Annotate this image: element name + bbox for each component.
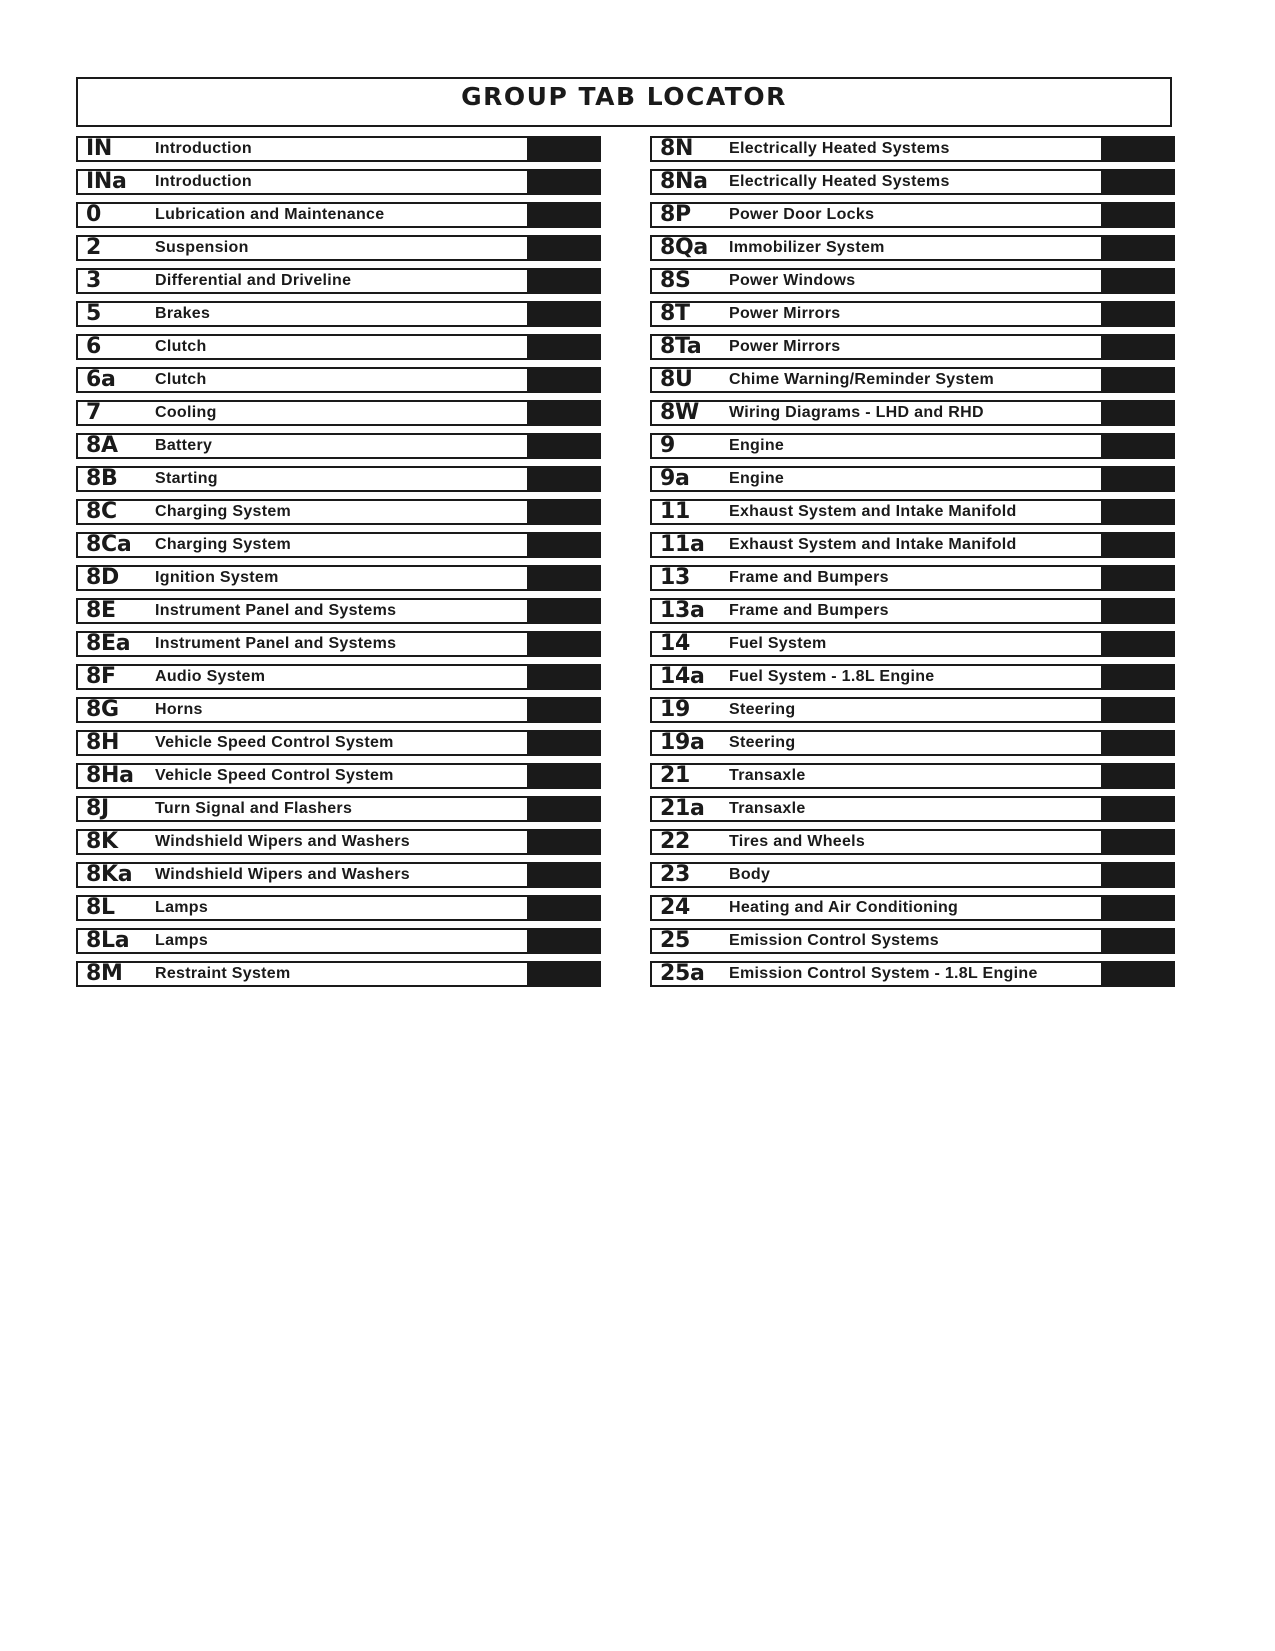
group-label: Suspension [155, 239, 249, 256]
group-code: 13 [660, 565, 691, 590]
group-label: Starting [155, 470, 218, 487]
black-tab-marker [1101, 202, 1175, 228]
group-label: Transaxle [729, 767, 806, 784]
group-code: 8L [86, 895, 115, 920]
group-code: 14 [660, 631, 691, 656]
group-code: 8F [86, 664, 116, 689]
group-tab-row[interactable] [76, 202, 601, 228]
group-tab-row[interactable] [76, 631, 601, 657]
group-code: 25a [660, 961, 705, 986]
group-tab-row[interactable] [76, 598, 601, 624]
group-code: 9a [660, 466, 690, 491]
black-tab-marker [1101, 334, 1175, 360]
group-tab-row[interactable] [76, 763, 601, 789]
group-label: Frame and Bumpers [729, 569, 889, 586]
group-tab-row[interactable] [650, 466, 1175, 492]
black-tab-marker [527, 268, 601, 294]
group-tab-row[interactable] [76, 334, 601, 360]
black-tab-marker [1101, 268, 1175, 294]
group-code: 8M [86, 961, 123, 986]
black-tab-marker [527, 499, 601, 525]
group-tab-row[interactable] [76, 796, 601, 822]
group-tab-row[interactable] [76, 895, 601, 921]
group-code: 3 [86, 268, 102, 293]
black-tab-marker [527, 367, 601, 393]
black-tab-marker [527, 466, 601, 492]
group-tab-row[interactable] [76, 268, 601, 294]
group-tab-row[interactable] [76, 961, 601, 987]
group-code: IN [86, 136, 112, 161]
black-tab-marker [1101, 730, 1175, 756]
group-tab-row[interactable] [76, 433, 601, 459]
title-box [76, 77, 1172, 127]
group-tab-row[interactable] [76, 928, 601, 954]
group-tab-row[interactable] [76, 532, 601, 558]
group-label: Lubrication and Maintenance [155, 206, 385, 223]
group-tab-row[interactable] [650, 862, 1175, 888]
group-tab-row[interactable] [76, 829, 601, 855]
group-tab-row[interactable] [650, 268, 1175, 294]
group-label: Differential and Driveline [155, 272, 352, 289]
group-label: Introduction [155, 140, 252, 157]
black-tab-marker [1101, 598, 1175, 624]
black-tab-marker [527, 862, 601, 888]
group-tab-row[interactable] [650, 730, 1175, 756]
black-tab-marker [1101, 763, 1175, 789]
group-label: Audio System [155, 668, 266, 685]
black-tab-marker [1101, 235, 1175, 261]
group-tab-row[interactable] [76, 136, 601, 162]
group-tab-row[interactable] [650, 664, 1175, 690]
black-tab-marker [527, 697, 601, 723]
group-code: 19a [660, 730, 705, 755]
group-code: 8K [86, 829, 118, 854]
group-code: 8Ka [86, 862, 133, 887]
group-label: Charging System [155, 503, 292, 520]
group-code: 8Ca [86, 532, 132, 557]
black-tab-marker [1101, 367, 1175, 393]
group-tab-row[interactable] [650, 598, 1175, 624]
group-label: Power Windows [729, 272, 856, 289]
group-code: 23 [660, 862, 691, 887]
group-label: Instrument Panel and Systems [155, 635, 397, 652]
black-tab-marker [1101, 796, 1175, 822]
group-label: Introduction [155, 173, 252, 190]
black-tab-marker [527, 565, 601, 591]
black-tab-marker [527, 631, 601, 657]
group-tab-row[interactable] [76, 730, 601, 756]
group-tab-row[interactable] [76, 664, 601, 690]
group-tab-row[interactable] [650, 961, 1175, 987]
group-code: 8G [86, 697, 119, 722]
group-label: Power Mirrors [729, 338, 841, 355]
group-code: 6 [86, 334, 102, 359]
black-tab-marker [527, 169, 601, 195]
group-code: 9 [660, 433, 676, 458]
group-tab-row[interactable] [76, 400, 601, 426]
black-tab-marker [1101, 829, 1175, 855]
group-code: 7 [86, 400, 102, 425]
group-code: 8C [86, 499, 117, 524]
group-code: 8Ha [86, 763, 134, 788]
group-tab-row[interactable] [650, 565, 1175, 591]
black-tab-marker [527, 763, 601, 789]
group-label: Vehicle Speed Control System [155, 767, 394, 784]
group-code: 8B [86, 466, 118, 491]
group-label: Clutch [155, 371, 207, 388]
group-tab-row[interactable] [650, 796, 1175, 822]
group-label: Turn Signal and Flashers [155, 800, 353, 817]
group-code: 21a [660, 796, 705, 821]
group-code: 8Ea [86, 631, 131, 656]
black-tab-marker [527, 928, 601, 954]
group-label: Wiring Diagrams - LHD and RHD [729, 404, 984, 421]
group-label: Exhaust System and Intake Manifold [729, 536, 1017, 553]
group-code: 11 [660, 499, 691, 524]
group-code: 8Ta [660, 334, 702, 359]
left-column [76, 136, 601, 994]
black-tab-marker [1101, 631, 1175, 657]
group-label: Charging System [155, 536, 292, 553]
group-code: 8La [86, 928, 130, 953]
group-label: Ignition System [155, 569, 279, 586]
group-label: Electrically Heated Systems [729, 173, 950, 190]
group-tab-row[interactable] [76, 499, 601, 525]
black-tab-marker [527, 895, 601, 921]
group-label: Horns [155, 701, 203, 718]
group-label: Exhaust System and Intake Manifold [729, 503, 1017, 520]
group-tab-row[interactable] [650, 400, 1175, 426]
group-label: Vehicle Speed Control System [155, 734, 394, 751]
black-tab-marker [1101, 961, 1175, 987]
group-label: Steering [729, 734, 796, 751]
group-label: Battery [155, 437, 213, 454]
group-code: 13a [660, 598, 705, 623]
group-code: 5 [86, 301, 102, 326]
black-tab-marker [1101, 499, 1175, 525]
group-label: Fuel System [729, 635, 827, 652]
group-label: Immobilizer System [729, 239, 885, 256]
group-tab-row[interactable] [650, 235, 1175, 261]
group-label: Steering [729, 701, 796, 718]
group-tab-row[interactable] [650, 829, 1175, 855]
black-tab-marker [527, 136, 601, 162]
group-label: Brakes [155, 305, 211, 322]
group-code: 2 [86, 235, 102, 260]
group-code: 8Qa [660, 235, 708, 260]
group-label: Emission Control Systems [729, 932, 939, 949]
group-label: Clutch [155, 338, 207, 355]
black-tab-marker [1101, 664, 1175, 690]
group-label: Instrument Panel and Systems [155, 602, 397, 619]
group-label: Windshield Wipers and Washers [155, 833, 410, 850]
group-code: 0 [86, 202, 102, 227]
black-tab-marker [1101, 697, 1175, 723]
black-tab-marker [1101, 169, 1175, 195]
group-code: 8S [660, 268, 691, 293]
group-label: Electrically Heated Systems [729, 140, 950, 157]
group-tab-row[interactable] [650, 631, 1175, 657]
black-tab-marker [527, 598, 601, 624]
group-code: 8P [660, 202, 691, 227]
black-tab-marker [527, 532, 601, 558]
group-tab-row[interactable] [76, 235, 601, 261]
group-label: Cooling [155, 404, 217, 421]
black-tab-marker [1101, 862, 1175, 888]
group-tab-row[interactable] [650, 433, 1175, 459]
group-code: 11a [660, 532, 705, 557]
black-tab-marker [527, 433, 601, 459]
group-code: 8J [86, 796, 109, 821]
group-tab-row[interactable] [650, 334, 1175, 360]
group-code: 8N [660, 136, 694, 161]
black-tab-marker [527, 796, 601, 822]
right-column [650, 136, 1175, 994]
black-tab-marker [1101, 895, 1175, 921]
group-tab-row[interactable] [76, 169, 601, 195]
group-label: Power Door Locks [729, 206, 875, 223]
group-code: 22 [660, 829, 691, 854]
group-label: Restraint System [155, 965, 291, 982]
group-label: Emission Control System - 1.8L Engine [729, 965, 1038, 982]
group-code: 8D [86, 565, 119, 590]
group-label: Power Mirrors [729, 305, 841, 322]
group-code: 8T [660, 301, 690, 326]
group-label: Frame and Bumpers [729, 602, 889, 619]
group-tab-row[interactable] [76, 565, 601, 591]
group-code: 8H [86, 730, 120, 755]
group-code: 8A [86, 433, 118, 458]
black-tab-marker [527, 202, 601, 228]
group-label: Heating and Air Conditioning [729, 899, 959, 916]
group-code: 8W [660, 400, 699, 425]
group-tab-row[interactable] [650, 928, 1175, 954]
group-tab-row[interactable] [650, 763, 1175, 789]
group-code: 25 [660, 928, 691, 953]
group-code: 6a [86, 367, 116, 392]
group-label: Body [729, 866, 771, 883]
black-tab-marker [1101, 433, 1175, 459]
group-label: Engine [729, 470, 785, 487]
black-tab-marker [1101, 301, 1175, 327]
black-tab-marker [1101, 565, 1175, 591]
group-label: Lamps [155, 899, 209, 916]
page-title: GROUP TAB LOCATOR [461, 82, 787, 111]
black-tab-marker [527, 961, 601, 987]
group-label: Chime Warning/Reminder System [729, 371, 995, 388]
group-tab-row[interactable] [650, 532, 1175, 558]
group-tab-row[interactable] [76, 862, 601, 888]
black-tab-marker [527, 730, 601, 756]
group-tab-row[interactable] [76, 301, 601, 327]
group-code: INa [86, 169, 127, 194]
black-tab-marker [1101, 136, 1175, 162]
group-label: Transaxle [729, 800, 806, 817]
black-tab-marker [527, 301, 601, 327]
black-tab-marker [527, 400, 601, 426]
group-tab-row[interactable] [650, 301, 1175, 327]
black-tab-marker [527, 235, 601, 261]
group-label: Windshield Wipers and Washers [155, 866, 410, 883]
group-tab-row[interactable] [650, 697, 1175, 723]
group-tab-row[interactable] [650, 499, 1175, 525]
group-label: Tires and Wheels [729, 833, 866, 850]
black-tab-marker [1101, 928, 1175, 954]
group-tab-row[interactable] [650, 367, 1175, 393]
black-tab-marker [527, 664, 601, 690]
group-code: 24 [660, 895, 691, 920]
black-tab-marker [1101, 400, 1175, 426]
group-code: 19 [660, 697, 691, 722]
group-tab-row[interactable] [650, 895, 1175, 921]
group-code: 8U [660, 367, 693, 392]
group-label: Engine [729, 437, 785, 454]
black-tab-marker [1101, 532, 1175, 558]
group-tab-row[interactable] [76, 466, 601, 492]
group-tab-row[interactable] [650, 202, 1175, 228]
black-tab-marker [1101, 466, 1175, 492]
group-label: Fuel System - 1.8L Engine [729, 668, 935, 685]
group-code: 14a [660, 664, 705, 689]
black-tab-marker [527, 334, 601, 360]
group-tab-row[interactable] [650, 169, 1175, 195]
group-tab-row[interactable] [76, 367, 601, 393]
group-code: 8E [86, 598, 116, 623]
group-code: 8Na [660, 169, 708, 194]
group-code: 21 [660, 763, 691, 788]
black-tab-marker [527, 829, 601, 855]
group-label: Lamps [155, 932, 209, 949]
group-tab-row[interactable] [650, 136, 1175, 162]
group-tab-row[interactable] [76, 697, 601, 723]
